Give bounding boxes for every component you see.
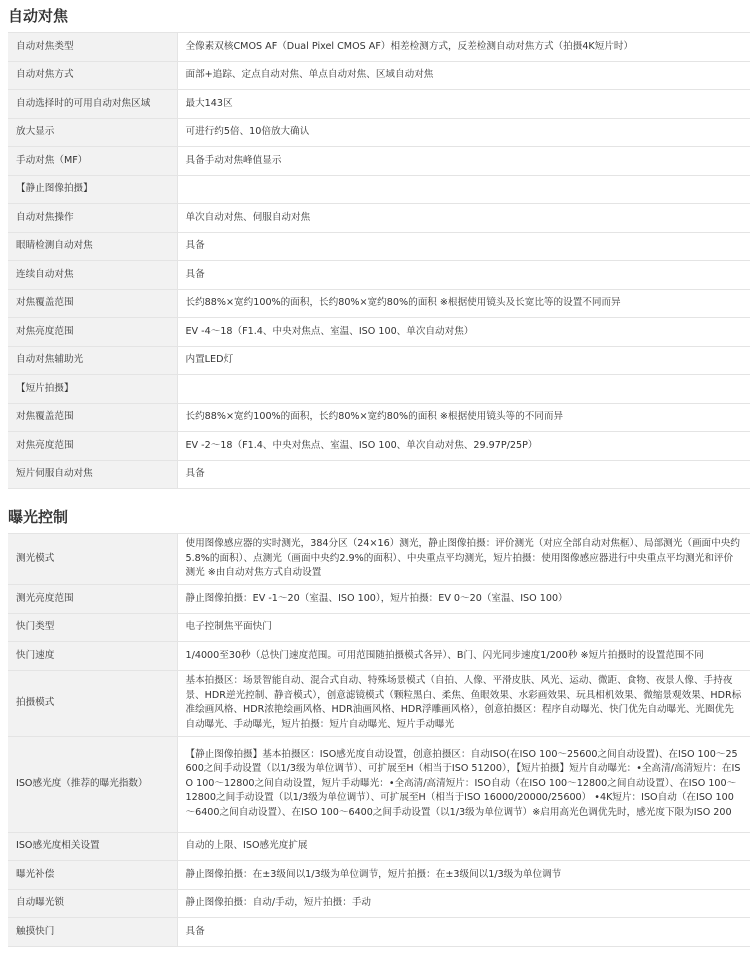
- section-title-autofocus: 自动对焦: [8, 7, 69, 25]
- row-value: 具备手动对焦峰值显示: [177, 147, 750, 176]
- row-value: 内置LED灯: [177, 346, 750, 375]
- row-label: 手动对焦（MF）: [8, 147, 177, 176]
- row-value: 面部+追踪、定点自动对焦、单点自动对焦、区域自动对焦: [177, 61, 750, 90]
- row-value: 具备: [177, 918, 750, 947]
- section-title-exposure: 曝光控制: [8, 508, 69, 526]
- row-label: ISO感光度（推荐的曝光指数）: [8, 736, 177, 832]
- row-label: 自动对焦类型: [8, 33, 177, 62]
- autofocus-spec-table: [8, 32, 750, 489]
- row-label: 对焦亮度范围: [8, 432, 177, 461]
- row-label: 【短片拍摄】: [8, 375, 177, 404]
- row-value: 最大143区: [177, 90, 750, 119]
- row-label: 短片伺服自动对焦: [8, 460, 177, 489]
- table-row: [8, 613, 750, 642]
- row-label: 自动选择时的可用自动对焦区域: [8, 90, 177, 119]
- row-label: 自动对焦操作: [8, 204, 177, 233]
- row-label: 自动对焦辅助光: [8, 346, 177, 375]
- row-label: 快门类型: [8, 613, 177, 642]
- table-row: [8, 432, 750, 461]
- row-value: EV -4～18（F1.4、中央对焦点、室温、ISO 100、单次自动对焦）: [177, 318, 750, 347]
- row-label: 对焦亮度范围: [8, 318, 177, 347]
- row-value: 静止图像拍摄：自动/手动，短片拍摄：手动: [177, 889, 750, 918]
- table-row: [8, 403, 750, 432]
- table-row: [8, 289, 750, 318]
- table-row: [8, 346, 750, 375]
- table-row: [8, 670, 750, 736]
- table-row: [8, 460, 750, 489]
- row-value: 电子控制焦平面快门: [177, 613, 750, 642]
- table-row: [8, 261, 750, 290]
- row-label: 【静止图像拍摄】: [8, 175, 177, 204]
- row-label: 放大显示: [8, 118, 177, 147]
- row-value: [177, 175, 750, 204]
- row-value: 具备: [177, 460, 750, 489]
- table-row: [8, 118, 750, 147]
- row-value: 1/4000至30秒（总快门速度范围。可用范围随拍摄模式各异）、B门、闪光同步速度1/200秒 ※短片拍摄时的设置范围不同: [177, 642, 750, 671]
- row-label: 拍摄模式: [8, 670, 177, 736]
- row-label: 自动曝光锁: [8, 889, 177, 918]
- row-label: 对焦覆盖范围: [8, 403, 177, 432]
- table-row: [8, 534, 750, 585]
- table-row: [8, 918, 750, 947]
- row-value: 使用图像感应器的实时测光，384分区（24×16）测光，静止图像拍摄：评价测光（对应全部自动对焦框）、局部测光（画面中央约5.8%的面积）、点测光（画面中央约2.9%的面积）、中央重点平均测光，短片拍摄：使用图像感应器进行中央重点平均测光和评价测光 ※由自动对焦方式自动设置: [177, 534, 750, 585]
- table-row: [8, 832, 750, 861]
- row-value: EV -2～18（F1.4、中央对焦点、室温、ISO 100、单次自动对焦、29.97P/25P）: [177, 432, 750, 461]
- row-label: 眼睛检测自动对焦: [8, 232, 177, 261]
- table-row: [8, 736, 750, 832]
- table-row: [8, 642, 750, 671]
- row-label: 触摸快门: [8, 918, 177, 947]
- table-row: [8, 318, 750, 347]
- row-value: 长约88%×宽约100%的面积，长约80%×宽约80%的面积 ※根据使用镜头及长宽比等的设置不同而异: [177, 289, 750, 318]
- table-row: [8, 33, 750, 62]
- row-label: 测光亮度范围: [8, 585, 177, 614]
- row-value: 【静止图像拍摄】基本拍摄区：ISO感光度自动设置，创意拍摄区：自动ISO(在ISO 100～25600之间自动设置)、在ISO 100～25600之间手动设置（以1/3级为单位调节）、可扩展至H（相当于ISO 51200），【短片拍摄】短片自动曝光：•全高清/高清短片：在ISO 100～12800之间自动设置，短片手动曝光：•全高清/高清短片：ISO自动（在ISO 100～12800之间自动设置）、在ISO 100～12800之间手动设置（以1/3级为单位调节）、可扩展至H（相当于ISO 16000/20000/25600） •4K短片：ISO自动（在ISO 100～6400之间自动设置）、在ISO 100～6400之间手动设置（以1/3级为单位调节）※启用高光色调优先时，感光度下限为ISO 200: [177, 736, 750, 832]
- exposure-spec-table: [8, 533, 750, 947]
- table-row: [8, 375, 750, 404]
- row-label: 自动对焦方式: [8, 61, 177, 90]
- table-row: [8, 175, 750, 204]
- row-value: 具备: [177, 232, 750, 261]
- row-label: 曝光补偿: [8, 861, 177, 890]
- row-value: 基本拍摄区：场景智能自动、混合式自动、特殊场景模式（自拍、人像、平滑皮肤、风光、运动、微距、食物、夜景人像、手持夜景、HDR逆光控制、静音模式），创意滤镜模式（颗粒黑白、柔焦、鱼眼效果、水彩画效果、玩具相机效果、微缩景观效果、HDR标准绘画风格、HDR浓艳绘画风格、HDR油画风格、HDR浮雕画风格），创意拍摄区：程序自动曝光、快门优先自动曝光、光圈优先自动曝光、手动曝光，短片拍摄：短片自动曝光、短片手动曝光: [177, 670, 750, 736]
- table-row: [8, 90, 750, 119]
- table-row: [8, 889, 750, 918]
- table-row: [8, 147, 750, 176]
- row-value: 单次自动对焦、伺服自动对焦: [177, 204, 750, 233]
- table-row: [8, 232, 750, 261]
- table-row: [8, 61, 750, 90]
- row-value: 自动的上限、ISO感光度扩展: [177, 832, 750, 861]
- row-value: 静止图像拍摄：在±3级间以1/3级为单位调节，短片拍摄：在±3级间以1/3级为单位调节: [177, 861, 750, 890]
- row-label: 快门速度: [8, 642, 177, 671]
- row-label: 对焦覆盖范围: [8, 289, 177, 318]
- row-label: 连续自动对焦: [8, 261, 177, 290]
- table-row: [8, 585, 750, 614]
- row-label: ISO感光度相关设置: [8, 832, 177, 861]
- row-value: 具备: [177, 261, 750, 290]
- row-value: 静止图像拍摄：EV -1～20（室温、ISO 100），短片拍摄：EV 0～20（室温、ISO 100）: [177, 585, 750, 614]
- row-value: 全像素双核CMOS AF（Dual Pixel CMOS AF）相差检测方式，反差检测自动对焦方式（拍摄4K短片时）: [177, 33, 750, 62]
- row-label: 测光模式: [8, 534, 177, 585]
- row-value: 长约88%×宽约100%的面积，长约80%×宽约80%的面积 ※根据使用镜头等的不同而异: [177, 403, 750, 432]
- table-row: [8, 204, 750, 233]
- row-value: 可进行约5倍、10倍放大确认: [177, 118, 750, 147]
- row-value: [177, 375, 750, 404]
- table-row: [8, 861, 750, 890]
